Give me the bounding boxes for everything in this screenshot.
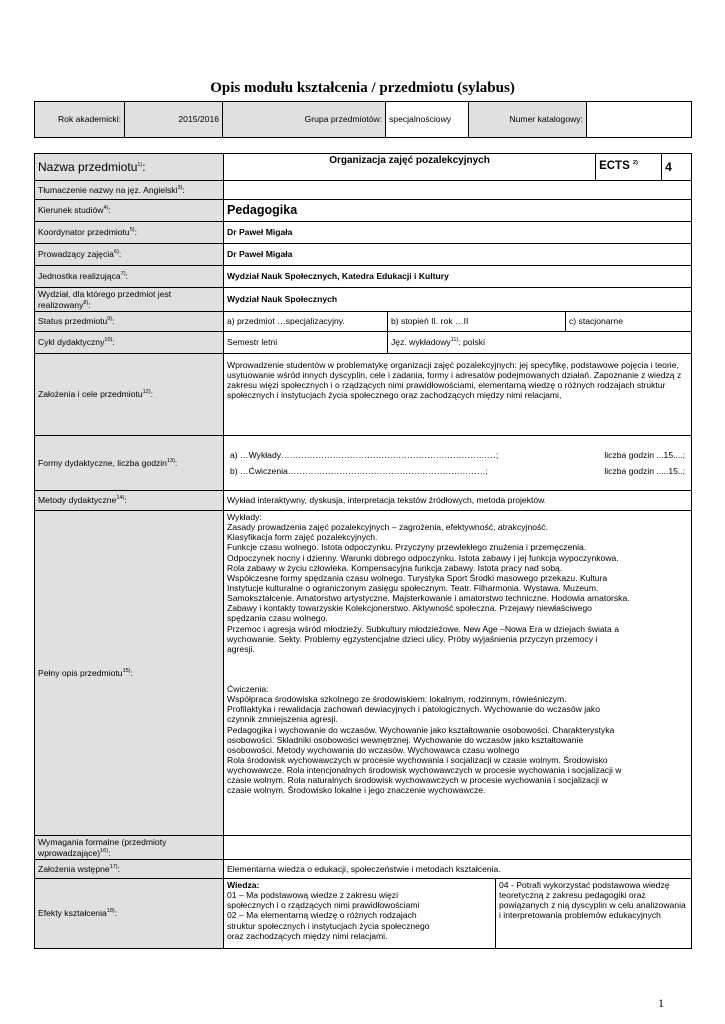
field-value: Pedagogika [224, 200, 692, 222]
description-value [224, 511, 692, 836]
document-title: Opis modułu kształcenia / przedmiotu (sylabus) [210, 80, 515, 96]
forms-label: Formy dydaktyczne, liczba godzin$^{13)}$: [35, 436, 224, 491]
prerequisites-value: Elementarna wiedza o edukacji, społeczeństwie i metodach kształcenia. [224, 860, 692, 879]
row-description [35, 511, 692, 836]
catalog-number-label: Numer katalogowy: [469, 102, 587, 138]
forms-lectures: a) …Wykłady…………………………………………………………………; liczba godzin ...15....; [230, 450, 686, 461]
outcomes-knowledge: 01 – Ma podstawową wiedze z zakresu więzi społecznych i o rządzących nimi prawidłowościami 02 – Ma elementarną wiedzę o różnych rodzajach struktur społecznych i instytucjach życia społecznego oraz zachodzących między nimi relacjami. [227, 890, 430, 941]
course-group-value: specjalnościowy [386, 102, 469, 138]
outcomes-right: 04 - Potrafi wykorzystać podstawowa wiedzę teoretyczną z zakresu pedagogiki oraz powiązanych z nią dyscyplin w celu analizowania i interpretowania problemów edukacyjnych [496, 879, 692, 949]
row-field [35, 200, 692, 222]
coordinator-value: Dr Paweł Migała [224, 222, 692, 244]
description-label: Pełny opis przedmiotu$^{15)}$: [35, 511, 224, 836]
cycle-label: Cykl dydaktyczny$^{10)}$: [35, 332, 224, 354]
requirements-value [224, 836, 692, 860]
row-course-name [35, 154, 692, 181]
status-label: Status przedmiotu$^{9)}$: [35, 312, 224, 332]
goals-value: Wprowadzenie studentów w problematykę organizacji zajęć pozalekcyjnych: jej specyfikę, podstawowe pojęcia i teorie, usytuowanie wśród innych dyscyplin, cele i zadania, formy i adresatów podejmowanych działań. Zapoznanie z wiedzą z zakresu więzi społecznych i o rządzących nimi prawidłowościami, elementarną wiedzę o różnych rodzajach struktur społecznych i instytucjach życia społecznego oraz zachodzących między nimi relacjami, [224, 354, 692, 436]
row-forms [35, 436, 692, 491]
prerequisites-label: Założenia wstępne$^{17)}$: [35, 860, 224, 879]
row-status [35, 312, 692, 332]
status-a: a) przedmiot …specjalizacyjny. [224, 312, 388, 332]
row-translation [35, 181, 692, 200]
row-methods [35, 491, 692, 511]
description-exercises: Ćwiczenia: Współpraca środowiska szkolnego ze środowiskiem: lokalnym, rodzinnym, rówieśniczym. Profilaktyka i rewalidacja zachowań dewiacyjnych i patologicznych. Wychowanie do wczasów jako czynnik zmniejszenia agresji. Pedagogika i wychowanie do wczasów. Wychowanie jako kształtowanie osobowości. Charakterystyka osobowości. Składniki osobowości wewnętrznej. Wychowanie do wczasów jako kształtowanie osobowości. Metody wychowania do wczasów. Wychowawca czasu wolnego Rola środowisk wychowawczych w procesie wychowania i socjalizacji w czasie wolnym. Środowisko wychowawcze. Rola intencjonalnych środowisk wychowawczych w procesie wychowania i socjalizacji w czasie wolnym. Rola naturalnych środowisk wychowawczych w procesie wychowania i socjalizacji w czasie wolnym. Środowisko lokalne i jego znaczenie wychowawcze. [227, 683, 622, 796]
translation-value [224, 181, 692, 200]
faculty-label: Wydział, dla którego przedmiot jest realizowany$^{8)}$: [35, 288, 224, 312]
teacher-value: Dr Paweł Migała [224, 244, 692, 266]
row-outcomes [35, 879, 692, 949]
academic-year-label: Rok akademicki: [35, 102, 125, 138]
header-table [34, 101, 692, 138]
course-name-label: Nazwa przedmiotu$^{1)}$: [35, 154, 224, 181]
syllabus-table [34, 153, 692, 949]
row-requirements [35, 836, 692, 860]
row-goals [35, 354, 692, 436]
row-coordinator [35, 222, 692, 244]
unit-label: Jednostka realizująca$^{7)}$: [35, 266, 224, 288]
academic-year-value: 2015/2016 [125, 102, 223, 138]
goals-label: Założenia i cele przedmiotu$^{12)}$: [35, 354, 224, 436]
translation-label: Tłumaczenie nazwy na jęz. Angielski$^{3)}$: [35, 181, 224, 200]
field-label: Kierunek studiów$^{4)}$: [35, 200, 224, 222]
outcomes-left [224, 879, 496, 949]
course-name-value: Organizacja zajęć pozalekcyjnych [224, 154, 596, 181]
status-c: c) stacjonarne [566, 312, 692, 332]
course-group-label: Grupa przedmiotów: [223, 102, 386, 138]
status-b: b) stopień II. rok …II [388, 312, 566, 332]
methods-label: Metody dydaktyczne$^{14)}$: [35, 491, 224, 511]
teacher-label: Prowadzący zajęcia$^{6)}$: [35, 244, 224, 266]
page-number: 1 [658, 996, 664, 1010]
unit-value: Wydział Nauk Społecznych, Katedra Edukacji i Kultury [224, 266, 692, 288]
description-lectures: Wykłady: Zasady prowadzenia zajęć pozalekcyjnych – zagrożenia, efektywność, atrakcyjność. Klasyfikacja form zajęć pozalekcyjnych. Funkcje czasu wolnego. Istota odpoczynku. Przyczyny przewlekłego znużenia i przemęczenia. Odpoczynek nocny i dzienny. Warunki dobrego odpoczynku. Istota zabawy i jej funkcja wypoczynkowa. Rola zabawy w życiu człowieka. Kompensacyjna funkcja zabawy. Istota pracy nad sobą. Współczesne formy spędzania czasu wolnego. Turystyka Sport Środki masowego przekazu. Kultura Instytucje kulturalne o ograniczonym zasięgu społecznym. Teatr. Filharmonia. Wystawa. Muzeum. Samokształcenie. Amatorstwo artystyczne. Majsterkowanie i amatorstwo techniczne. Hodowla amatorska. Zabawy i kontakty towarzyskie Kolekcjonerstwo. Aktywność społeczna. Przejawy niewłaściwego spędzania czasu wolnego. Przemoc i agresja wśród młodzieży. Subkultury młodzieżowe. New Age –Nowa Era w dziejach świata a wychowanie. Sekty. Problemy egzystencjalne dzieci ulicy. Próby wyjaśnienia przyczyn przemocy i agresji. [227, 512, 630, 654]
row-prerequisites [35, 860, 692, 879]
coordinator-label: Koordynator przedmiotu$^{5)}$: [35, 222, 224, 244]
requirements-label: Wymagania formalne (przedmioty wprowadzające)$^{16)}$: [35, 836, 224, 860]
row-unit [35, 266, 692, 288]
cycle-value: Semestr letni [224, 332, 388, 354]
row-cycle [35, 332, 692, 354]
row-teacher [35, 244, 692, 266]
forms-exercises: b) …Ćwiczenia……………………………………………………………; liczba godzin .....15..; [230, 465, 686, 476]
row-faculty [35, 288, 692, 312]
outcomes-label: Efekty kształcenia$^{18)}$: [35, 879, 224, 949]
ects-value: 4 [662, 154, 692, 181]
forms-value [224, 436, 692, 491]
faculty-value: Wydział Nauk Społecznych [224, 288, 692, 312]
language-cell: Jęz. wykładowy$^{11)}$: polski [388, 332, 692, 354]
methods-value: Wykład interaktywny, dyskusja, interpretacja tekstów źródłowych, metoda projektów. [224, 491, 692, 511]
ects-label: ECTS $^{2)}$ [596, 154, 662, 181]
catalog-number-value [587, 102, 692, 138]
outcomes-knowledge-title: Wiedza: [227, 880, 260, 890]
